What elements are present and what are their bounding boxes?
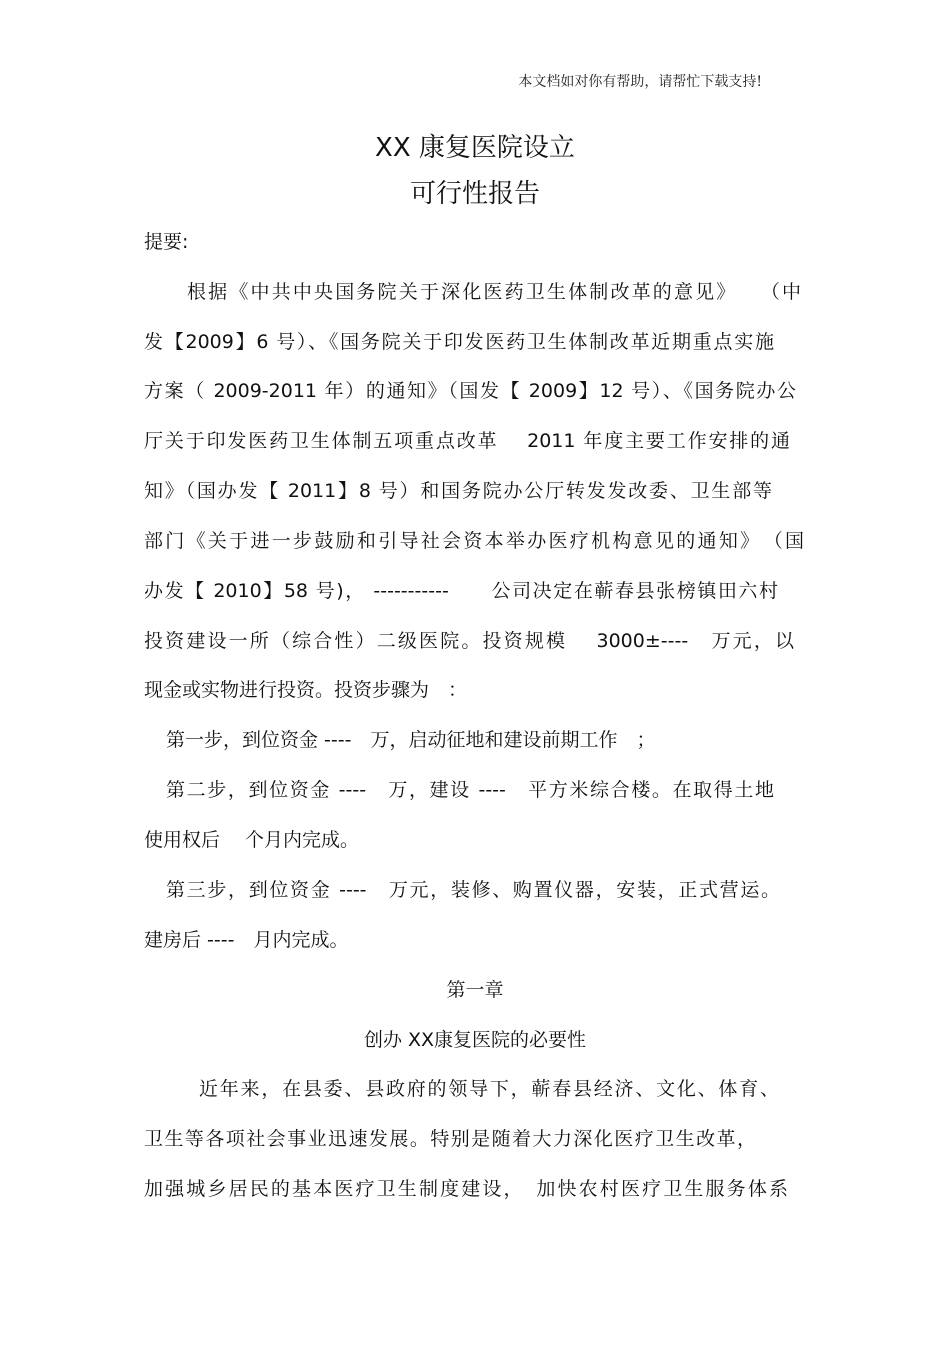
abstract-line: 知》（国办发【 2011】8 号）和国务院办公厅转发发改委、卫生部等 xyxy=(144,480,772,502)
chapter-line: 加强城乡居民的基本医疗卫生制度建设， 加快农村医疗卫生服务体系 xyxy=(144,1178,788,1200)
abstract-line: 发【2009】6 号）、《国务院关于印发医药卫生体制改革近期重点实施 xyxy=(144,331,774,353)
step-line: 建房后 ---- 月内完成。 xyxy=(144,929,349,951)
abstract-line: 根据《中共中央国务院关于深化医药卫生体制改革的意见》 （中 xyxy=(187,281,801,303)
abstract-label: 提要: xyxy=(144,231,189,253)
step-line: 第一步，到位资金 ---- 万，启动征地和建设前期工作 ； xyxy=(166,729,656,751)
step-line: 使用权后 个月内完成。 xyxy=(144,829,360,851)
chapter-number: 第一章 xyxy=(446,979,504,1001)
step-line: 第三步，到位资金 ---- 万元，装修、购置仪器，安装，正式营运。 xyxy=(166,879,780,901)
header-note: 本文档如对你有帮助，请帮忙下载支持! xyxy=(518,74,762,90)
document-subtitle: 可行性报告 xyxy=(409,179,540,209)
chapter-heading: 创办 XX康复医院的必要性 xyxy=(363,1029,587,1051)
abstract-line: 办发【 2010】58 号)， ----------- 公司决定在蕲春县张榜镇田六村 xyxy=(144,580,778,602)
abstract-line: 投资建设一所（综合性）二级医院。投资规模 3000±---- 万元，以 xyxy=(144,630,794,652)
abstract-line: 现金或实物进行投资。投资步骤为 ： xyxy=(144,679,468,701)
abstract-line: 方案（ 2009-2011 年）的通知》（国发【 2009】12 号）、《国务院办公 xyxy=(144,380,796,402)
chapter-line: 近年来，在县委、县政府的领导下，蕲春县经济、文化、体育、 xyxy=(199,1078,779,1100)
document-title: XX 康复医院设立 xyxy=(375,133,575,163)
chapter-line: 卫生等各项社会事业迅速发展。特别是随着大力深化医疗卫生改革， xyxy=(144,1128,756,1150)
step-line: 第二步，到位资金 ---- 万，建设 ---- 平方米综合楼。在取得土地 xyxy=(166,779,774,801)
abstract-line: 厅关于印发医药卫生体制五项重点改革 2011 年度主要工作安排的通 xyxy=(144,430,790,452)
abstract-line: 部门《关于进一步鼓励和引导社会资本举办医疗机构意见的通知》 （国 xyxy=(144,530,804,552)
